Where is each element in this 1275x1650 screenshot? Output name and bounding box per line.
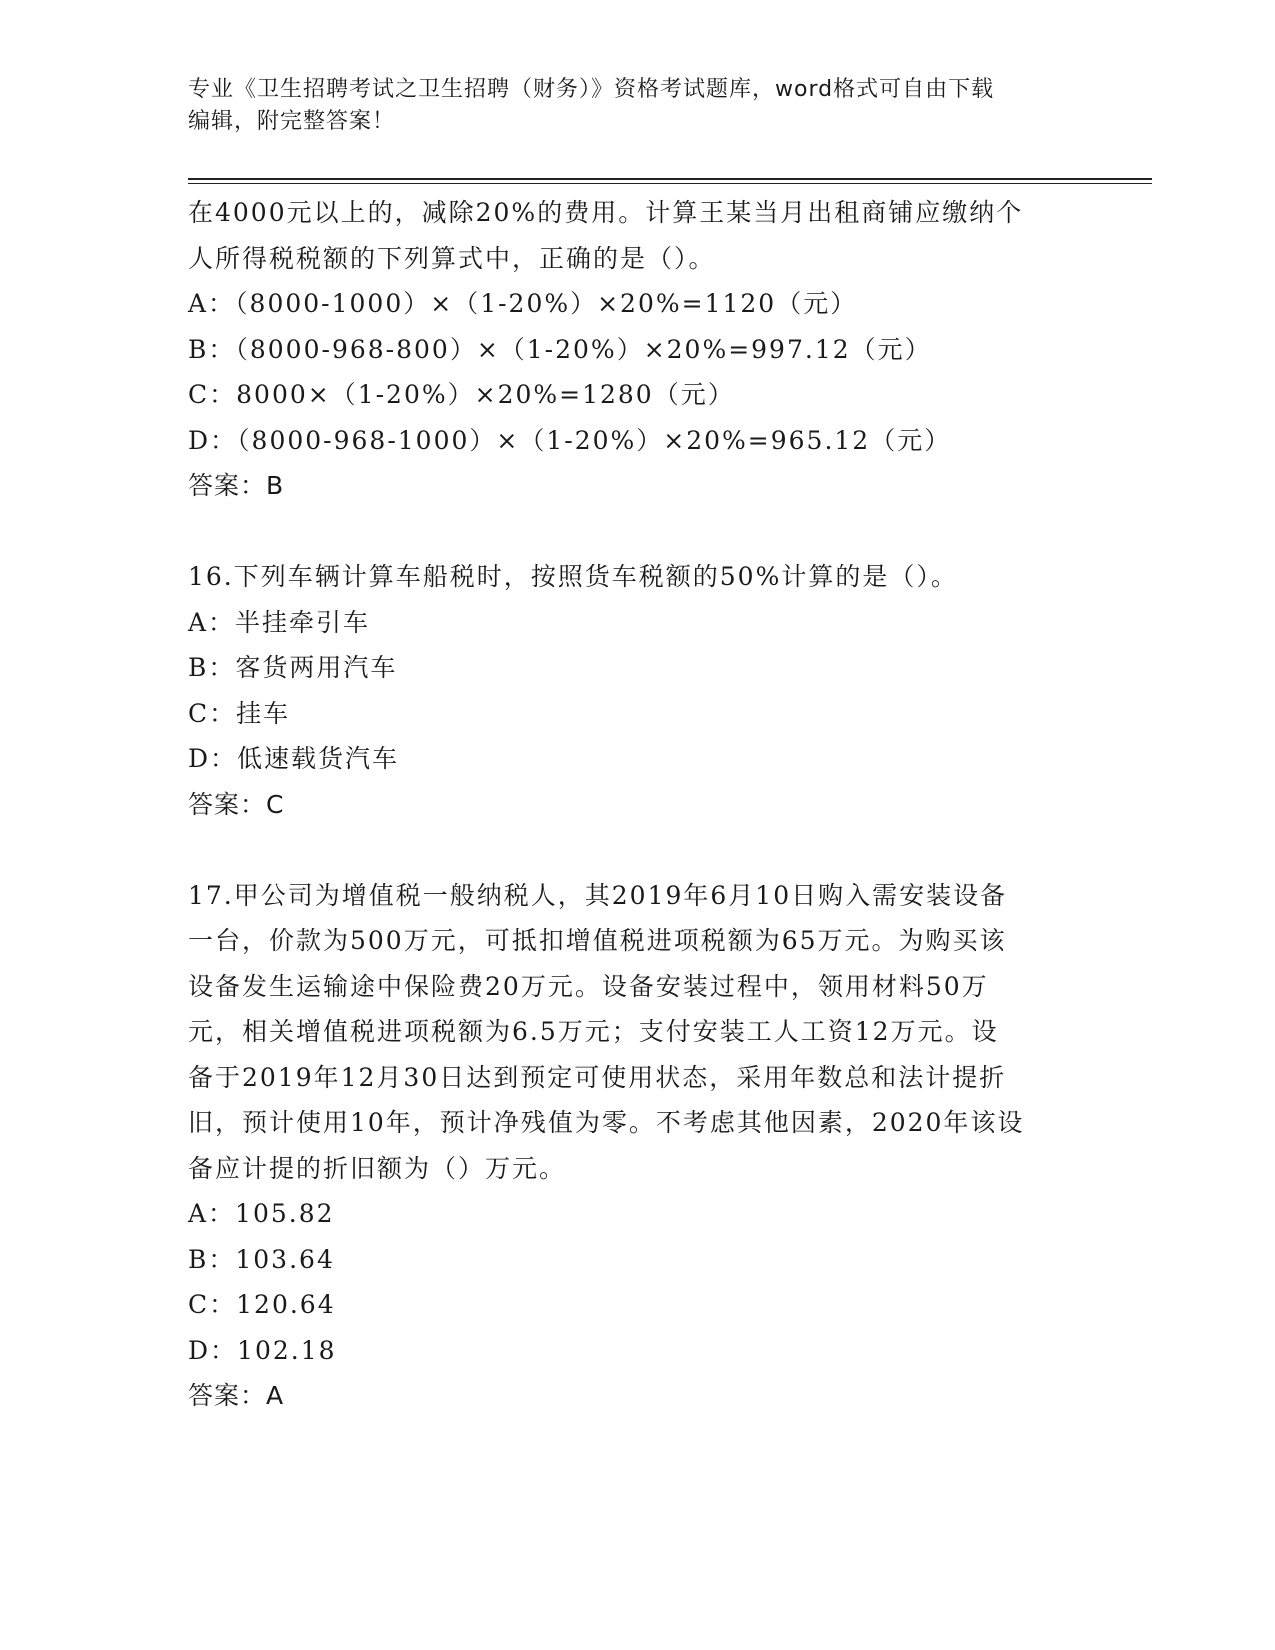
header-rule-thick bbox=[188, 178, 1152, 180]
question-stem-line: 旧，预计使用10年，预计净残值为零。不考虑其他因素，2020年该设 bbox=[188, 1108, 1025, 1137]
option-a: A：半挂牵引车 bbox=[188, 607, 371, 637]
question-stem-line: 备应计提的折旧额为（）万元。 bbox=[188, 1153, 567, 1183]
header-line-1: 专业《卫生招聘考试之卫生招聘（财务）》资格考试题库，word格式可自由下载 bbox=[188, 77, 995, 102]
option-d: D：（8000-968-1000）×（1-20%）×20%=965.12（元） bbox=[188, 425, 952, 455]
question-16 bbox=[188, 554, 1088, 827]
option-c: C：挂车 bbox=[188, 698, 291, 728]
option-b: B：客货两用汽车 bbox=[188, 653, 398, 682]
answer-line: 答案：C bbox=[188, 789, 285, 819]
document-header bbox=[188, 74, 1088, 138]
option-b: B：（8000-968-800）×（1-20%）×20%=997.12（元） bbox=[188, 334, 932, 364]
option-a: A：105.82 bbox=[188, 1199, 335, 1228]
question-stem-line: 设备发生运输途中保险费20万元。设备安装过程中，领用材料50万 bbox=[188, 971, 989, 1001]
question-17 bbox=[188, 873, 1088, 1419]
question-15 bbox=[188, 190, 1088, 509]
question-stem-line: 一台，价款为500万元，可抵扣增值税进项税额为65万元。为购买该 bbox=[188, 926, 1007, 955]
document-body bbox=[188, 190, 1088, 1419]
option-c: C：8000×（1-20%）×20%=1280（元） bbox=[188, 380, 735, 409]
question-stem-line: 元，相关增值税进项税额为6.5万元；支付安装工人工资12万元。设 bbox=[188, 1017, 999, 1046]
question-stem-line: 16.下列车辆计算车船税时，按照货车税额的50%计算的是（）。 bbox=[188, 562, 958, 591]
option-b: B：103.64 bbox=[188, 1244, 335, 1274]
answer-line: 答案：B bbox=[188, 471, 285, 500]
spacer bbox=[188, 827, 1088, 873]
header-rule-thin bbox=[188, 183, 1152, 184]
spacer bbox=[188, 509, 1088, 555]
option-a: A：（8000-1000）×（1-20%）×20%=1120（元） bbox=[188, 289, 858, 318]
question-stem-line: 人所得税税额的下列算式中，正确的是（）。 bbox=[188, 243, 716, 273]
option-d: D：低速载货汽车 bbox=[188, 744, 400, 773]
option-c: C：120.64 bbox=[188, 1290, 336, 1319]
question-stem-line: 在4000元以上的，减除20%的费用。计算王某当月出租商铺应缴纳个 bbox=[188, 198, 1024, 227]
answer-line: 答案：A bbox=[188, 1381, 285, 1410]
header-line-2: 编辑，附完整答案！ bbox=[188, 109, 396, 134]
option-d: D：102.18 bbox=[188, 1335, 337, 1365]
question-stem-line: 备于2019年12月30日达到预定可使用状态，采用年数总和法计提折 bbox=[188, 1062, 1007, 1092]
question-stem-line: 17.甲公司为增值税一般纳税人，其2019年6月10日购入需安装设备 bbox=[188, 880, 1008, 910]
